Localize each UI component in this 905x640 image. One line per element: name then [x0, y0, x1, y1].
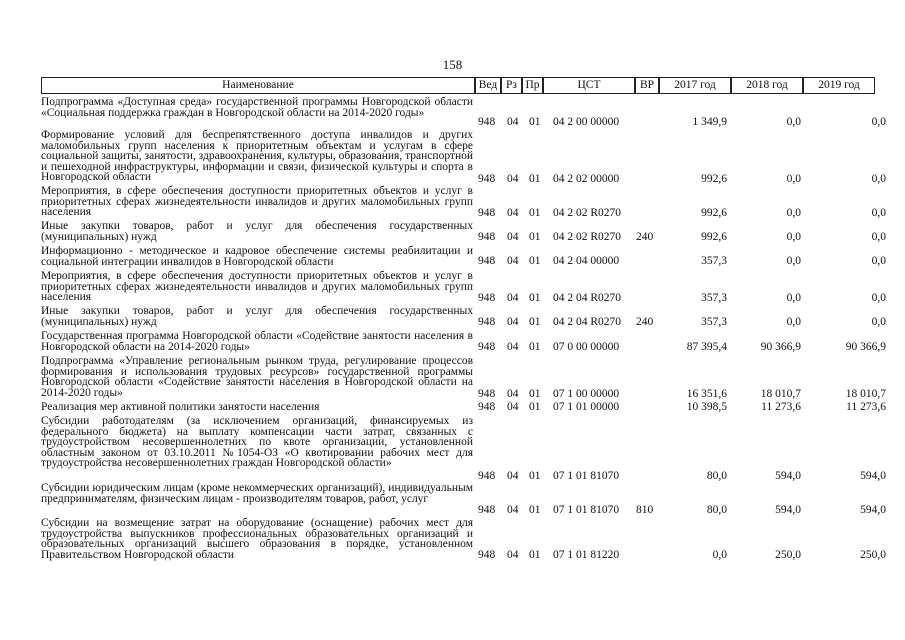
table-row — [41, 483, 891, 516]
row-cst: 07 1 01 00000 — [553, 401, 620, 413]
row-2017: 1 349,9 — [692, 116, 727, 128]
row-2018: 90 366,9 — [760, 341, 801, 353]
row-2018: 250,0 — [775, 549, 801, 561]
row-pr: 01 — [529, 401, 541, 413]
row-cst: 04 2 02 R0270 — [553, 231, 622, 243]
row-ved: 948 — [478, 504, 496, 516]
row-name: Подпрограмма «Управление региональным рынком труда, регулирование процессов формирования и использования трудовых ресурсов» государственной программы Новгородской области «Содействие занятости населения в Новгородской области на 2014-2020 годы» — [41, 355, 473, 399]
row-rz: 04 — [507, 470, 519, 482]
table-row — [41, 246, 891, 269]
row-cst: 07 1 01 81220 — [553, 549, 620, 561]
row-2017: 80,0 — [706, 504, 727, 516]
row-ved: 948 — [478, 401, 496, 413]
row-name: Субсидии на возмещение затрат на оборудование (оснащение) рабочих мест для трудоустройства выпускников профессиональных образовательных организаций и образовательных организаций высшего образования в порядке, установленном Правительством Новгородской области — [41, 517, 473, 561]
row-pr: 01 — [529, 231, 541, 243]
table-row — [41, 306, 891, 329]
row-pr: 01 — [529, 116, 541, 128]
row-rz: 04 — [507, 173, 519, 185]
header-rz: Рз — [501, 77, 522, 94]
row-rz: 04 — [507, 504, 519, 516]
row-ved: 948 — [478, 292, 496, 304]
header-vr: ВР — [635, 77, 659, 94]
row-pr: 01 — [529, 470, 541, 482]
row-cst: 07 1 00 00000 — [553, 388, 620, 400]
row-2018: 0,0 — [786, 173, 801, 185]
table-row — [41, 221, 891, 244]
table-row — [41, 130, 891, 185]
row-2019: 0,0 — [871, 316, 886, 328]
header-cst: ЦСТ — [543, 77, 635, 94]
row-2018: 0,0 — [786, 116, 801, 128]
row-ved: 948 — [478, 231, 496, 243]
row-rz: 04 — [507, 549, 519, 561]
table-row — [41, 331, 891, 354]
row-2018: 18 010,7 — [760, 388, 801, 400]
row-cst: 07 0 00 00000 — [553, 341, 620, 353]
row-2017: 357,3 — [701, 255, 727, 267]
row-vr: 240 — [636, 231, 654, 243]
row-vr: 810 — [636, 504, 654, 516]
row-2017: 10 398,5 — [686, 401, 727, 413]
header-pr: Пр — [522, 77, 543, 94]
row-rz: 04 — [507, 316, 519, 328]
row-name: Иные закупки товаров, работ и услуг для обеспечения государственных (муниципальных) нужд — [41, 220, 473, 243]
row-vr: 240 — [636, 316, 654, 328]
row-name: Формирование условий для беспрепятственного доступа инвалидов и других маломобильных групп населения к приоритетным объектам и услугам в сфере социальной защиты, занятости, здравоохранения, культуры, образования, транспортной и пешеходной инфраструктуры, информации и связи, физической культуры и спорта в Новгородской области — [41, 129, 473, 184]
row-pr: 01 — [529, 549, 541, 561]
row-2019: 594,0 — [860, 504, 886, 516]
row-2018: 11 273,6 — [761, 401, 801, 413]
table-row — [41, 186, 891, 219]
row-rz: 04 — [507, 116, 519, 128]
row-2019: 0,0 — [871, 255, 886, 267]
row-2018: 0,0 — [786, 207, 801, 219]
row-ved: 948 — [478, 255, 496, 267]
row-ved: 948 — [478, 116, 496, 128]
row-rz: 04 — [507, 401, 519, 413]
row-name: Реализация мер активной политики занятости населения — [41, 401, 320, 413]
row-pr: 01 — [529, 388, 541, 400]
row-ved: 948 — [478, 173, 496, 185]
row-2018: 594,0 — [775, 504, 801, 516]
row-name: Государственная программа Новгородской области «Содействие занятости населения в Новгородской области на 2014-2020 годы» — [41, 330, 473, 353]
row-name: Подпрограмма «Доступная среда» государственной программы Новгородской области «Социальная поддержка граждан в Новгородской области на 2014-2020 годы» — [41, 96, 473, 119]
row-2019: 0,0 — [871, 173, 886, 185]
row-cst: 04 2 02 R0270 — [553, 207, 622, 219]
row-ved: 948 — [478, 388, 496, 400]
row-2019: 0,0 — [871, 231, 886, 243]
row-ved: 948 — [478, 549, 496, 561]
row-name: Субсидии работодателям (за исключением организаций, финансируемых из федерального бюджета) на выплату компенсации части затрат, связанных с трудоустройством несовершеннолетних по квоте организации, установленной областным законом от 03.10.2011 №1054-ОЗ «О квотировании рабочих мест для трудоустройства несовершеннолетних граждан Новгородской области» — [41, 415, 473, 470]
row-rz: 04 — [507, 255, 519, 267]
row-cst: 04 2 02 00000 — [553, 173, 620, 185]
row-2018: 0,0 — [786, 255, 801, 267]
row-2017: 992,6 — [701, 173, 727, 185]
row-2018: 594,0 — [775, 470, 801, 482]
row-2018: 0,0 — [786, 292, 801, 304]
table-header — [41, 77, 873, 94]
row-2017: 992,6 — [701, 207, 727, 219]
row-name: Субсидии юридическим лицам (кроме некоммерческих организаций), индивидуальным предпринимателям, физическим лицам - производителям товаров, работ, услуг — [41, 482, 473, 505]
row-cst: 07 1 01 81070 — [553, 504, 620, 516]
row-pr: 01 — [529, 255, 541, 267]
row-2019: 0,0 — [871, 292, 886, 304]
row-name: Иные закупки товаров, работ и услуг для обеспечения государственных (муниципальных) нужд — [41, 305, 473, 328]
table-row — [41, 271, 891, 304]
row-ved: 948 — [478, 341, 496, 353]
row-2017: 87 395,4 — [686, 341, 727, 353]
row-pr: 01 — [529, 504, 541, 516]
row-ved: 948 — [478, 316, 496, 328]
header-year-2017: 2017 год — [659, 77, 731, 94]
table-row — [41, 356, 891, 401]
row-rz: 04 — [507, 231, 519, 243]
row-pr: 01 — [529, 341, 541, 353]
row-2019: 90 366,9 — [845, 341, 886, 353]
header-name: Наименование — [41, 77, 475, 94]
row-cst: 04 2 04 R0270 — [553, 316, 622, 328]
row-pr: 01 — [529, 173, 541, 185]
row-2019: 594,0 — [860, 470, 886, 482]
row-name: Мероприятия, в сфере обеспечения доступности приоритетных объектов и услуг в приоритетных сферах жизнедеятельности инвалидов и других маломобильных групп населения — [41, 185, 473, 219]
row-pr: 01 — [529, 207, 541, 219]
row-2017: 0,0 — [712, 549, 727, 561]
row-2019: 0,0 — [871, 207, 886, 219]
row-2019: 11 273,6 — [846, 401, 886, 413]
row-name: Информационно - методическое и кадровое обеспечение системы реабилитации и социальной интеграции инвалидов в Новгородской области — [41, 245, 473, 268]
row-2019: 18 010,7 — [845, 388, 886, 400]
header-year-2019: 2019 год — [803, 77, 875, 94]
header-ved: Вед — [475, 77, 501, 94]
row-pr: 01 — [529, 292, 541, 304]
row-2017: 80,0 — [706, 470, 727, 482]
table-row — [41, 97, 891, 130]
table-row — [41, 416, 891, 482]
row-cst: 04 2 04 R0270 — [553, 292, 622, 304]
row-2017: 357,3 — [701, 292, 727, 304]
row-2018: 0,0 — [786, 316, 801, 328]
row-pr: 01 — [529, 316, 541, 328]
row-2017: 992,6 — [701, 231, 727, 243]
page-number: 158 — [442, 57, 463, 72]
table-row — [41, 402, 891, 414]
row-2017: 16 351,6 — [686, 388, 727, 400]
row-cst: 04 2 04 00000 — [553, 255, 620, 267]
row-2017: 357,3 — [701, 316, 727, 328]
row-rz: 04 — [507, 292, 519, 304]
row-name: Мероприятия, в сфере обеспечения доступности приоритетных объектов и услуг в приоритетных сферах жизнедеятельности инвалидов и других маломобильных групп населения — [41, 270, 473, 304]
row-cst: 07 1 01 81070 — [553, 470, 620, 482]
row-rz: 04 — [507, 207, 519, 219]
row-2018: 0,0 — [786, 231, 801, 243]
row-ved: 948 — [478, 207, 496, 219]
table-row — [41, 518, 891, 563]
header-year-2018: 2018 год — [731, 77, 803, 94]
row-ved: 948 — [478, 470, 496, 482]
row-2019: 0,0 — [871, 116, 886, 128]
row-rz: 04 — [507, 341, 519, 353]
row-2019: 250,0 — [860, 549, 886, 561]
row-cst: 04 2 00 00000 — [553, 116, 620, 128]
row-rz: 04 — [507, 388, 519, 400]
